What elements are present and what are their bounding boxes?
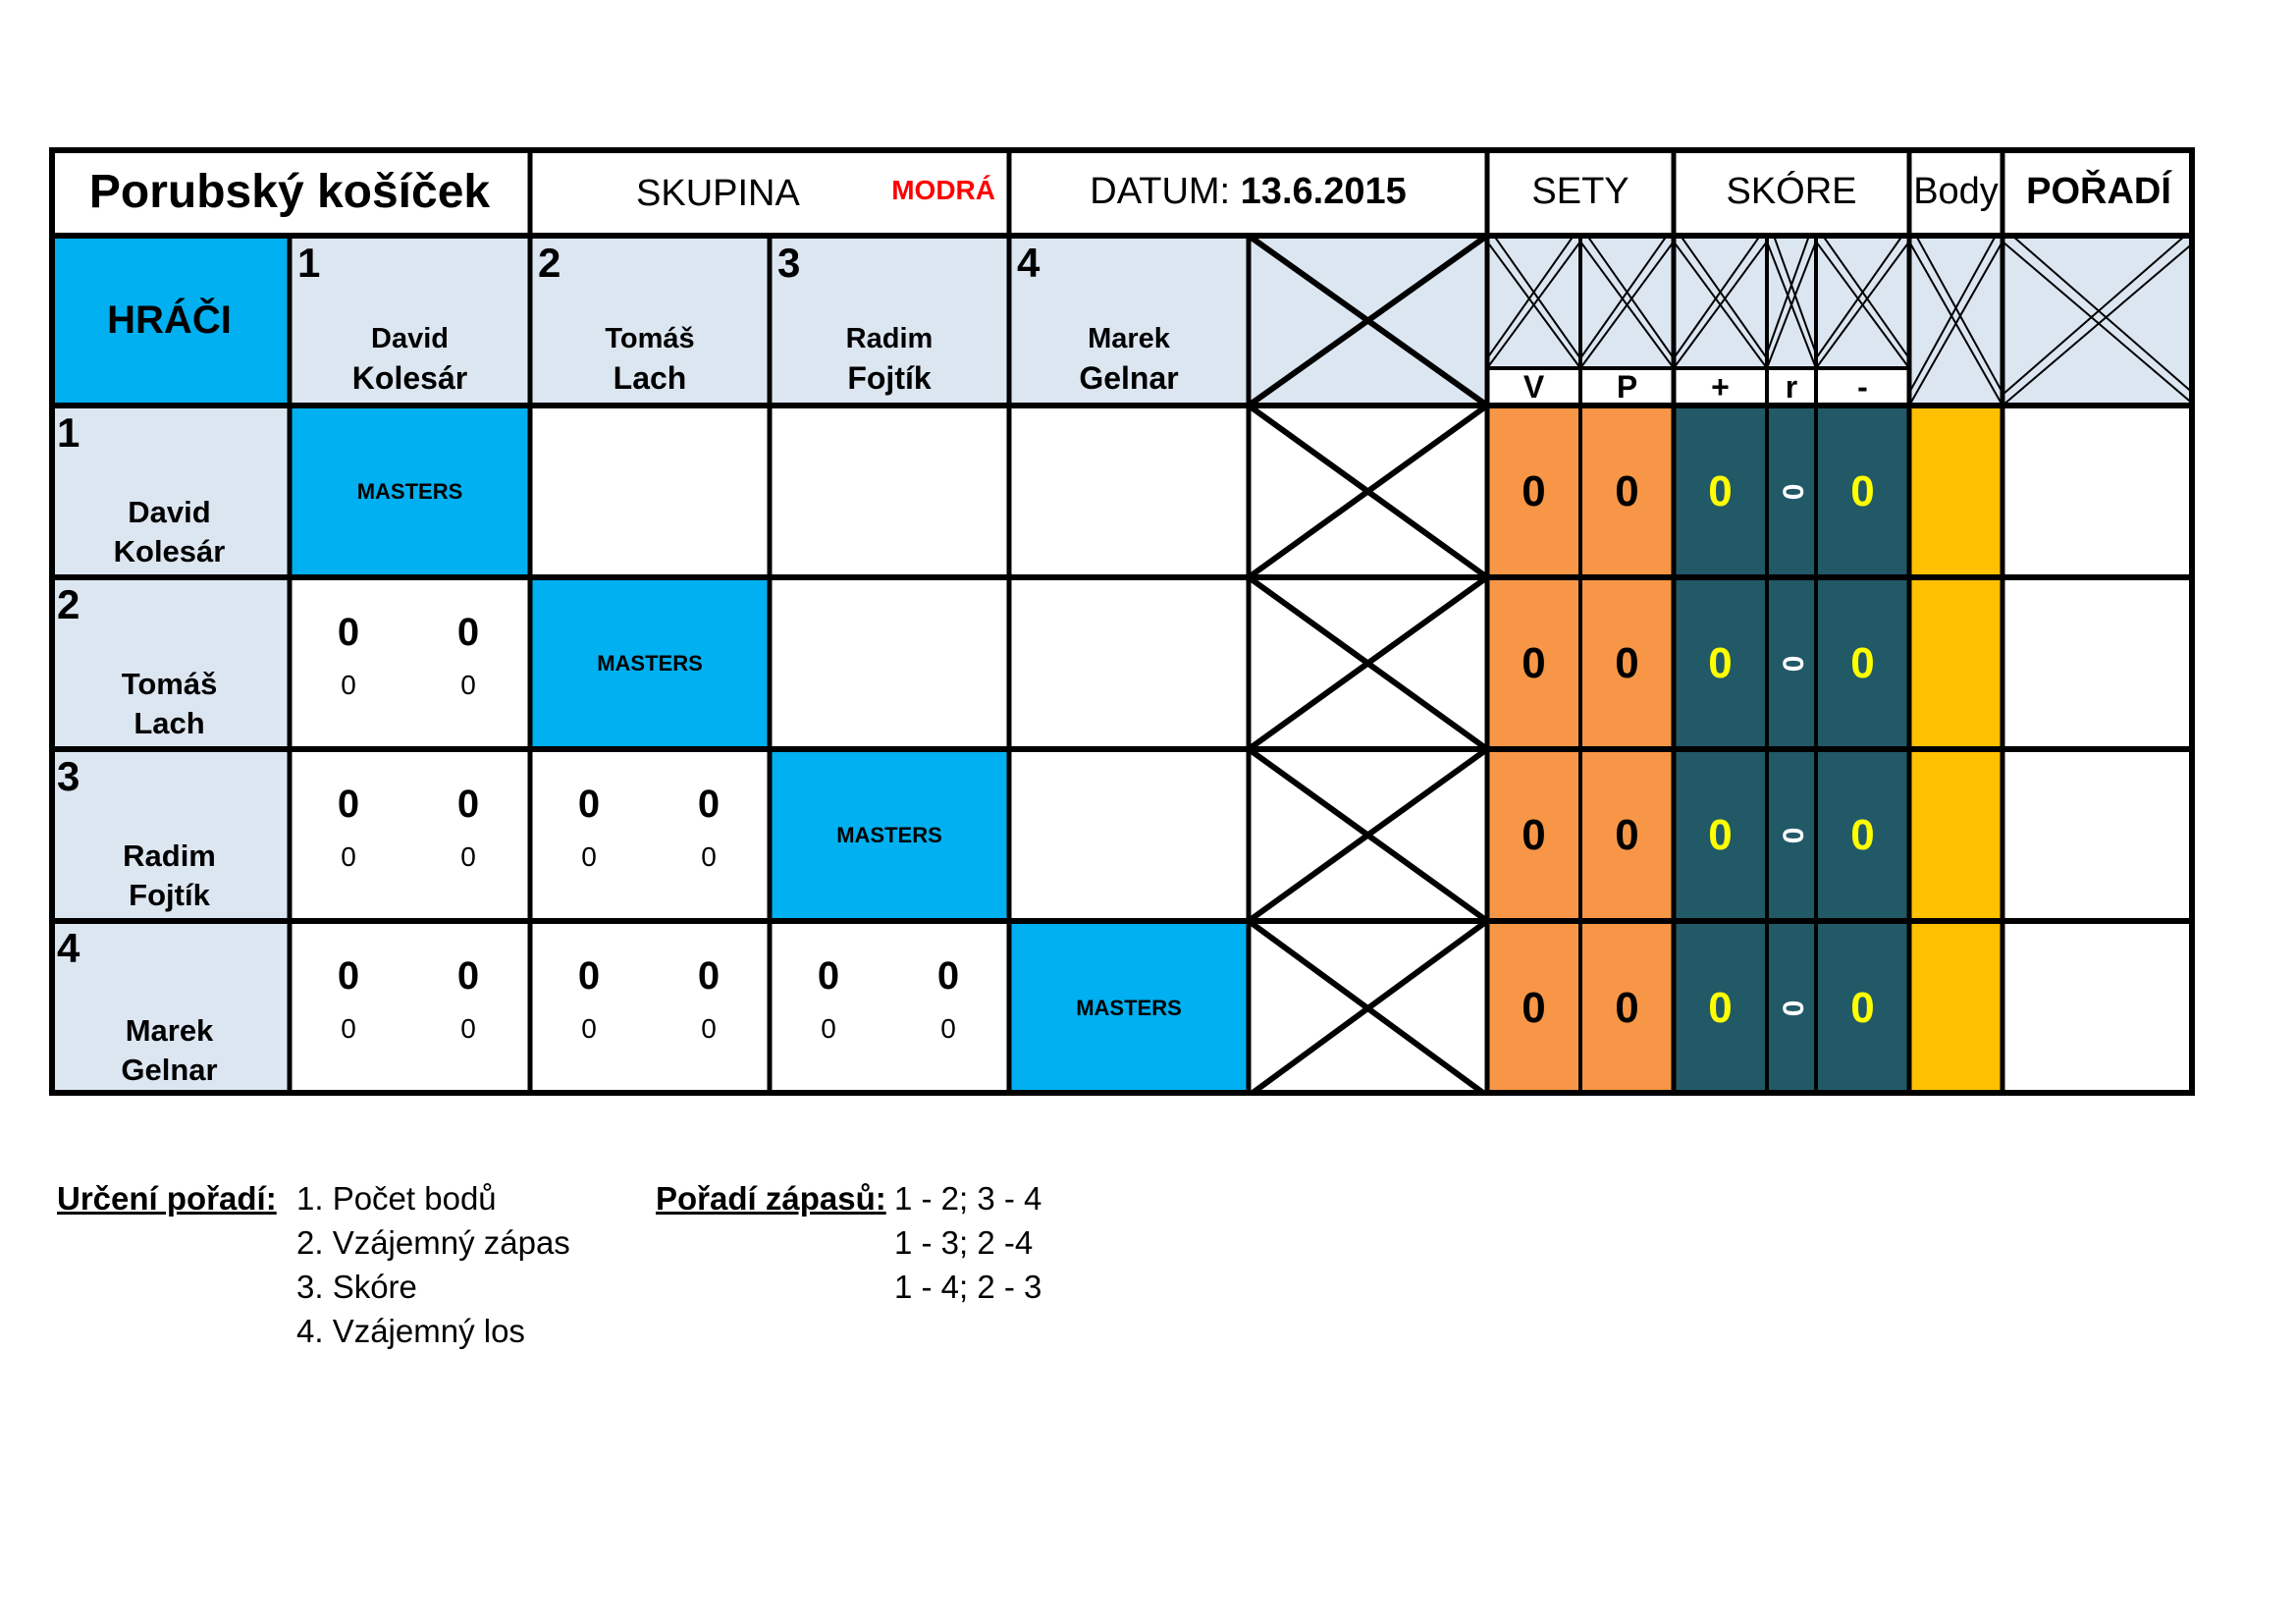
stat-losses-2: 0 bbox=[1615, 638, 1639, 687]
stat-score-plus-4: 0 bbox=[1708, 984, 1733, 1032]
result-sets-a: 0 bbox=[337, 611, 360, 654]
column-first-name-3: Radim bbox=[845, 323, 934, 354]
ranking-rules-list bbox=[296, 1176, 570, 1353]
column-first-name-4: Marek bbox=[1088, 323, 1170, 354]
result-sets-a: 0 bbox=[337, 783, 360, 826]
result-score-b: 0 bbox=[460, 1013, 476, 1044]
stat-wins-2: 0 bbox=[1522, 638, 1546, 687]
grid-lines bbox=[49, 147, 2195, 1096]
header-cross-marks bbox=[1487, 236, 2195, 406]
ranking-rules-label: Určení pořadí: bbox=[57, 1180, 277, 1217]
result-sets-b: 0 bbox=[697, 954, 721, 998]
stat-score-plus-3: 0 bbox=[1708, 810, 1733, 859]
result-score-a: 0 bbox=[581, 1013, 597, 1044]
match-order-list bbox=[894, 1176, 1041, 1309]
players-label: HRÁČI bbox=[49, 236, 290, 406]
stat-losses-4: 0 bbox=[1615, 984, 1639, 1032]
row-number-1: 1 bbox=[57, 409, 80, 456]
masters-cell-1: MASTERS bbox=[290, 406, 530, 577]
row-number-4: 4 bbox=[57, 925, 80, 971]
match-order-item: 1 - 3; 2 -4 bbox=[894, 1224, 1034, 1261]
stat-score-minus-4: 0 bbox=[1850, 984, 1875, 1032]
column-first-name-1: David bbox=[371, 323, 449, 354]
stat-wins-1: 0 bbox=[1522, 466, 1546, 515]
result-score-b: 0 bbox=[940, 1013, 956, 1044]
masters-cell-2: MASTERS bbox=[530, 577, 770, 749]
result-score-a: 0 bbox=[821, 1013, 836, 1044]
result-score-a: 0 bbox=[341, 1013, 356, 1044]
sub-label-p: P bbox=[1580, 368, 1674, 406]
stat-score-plus-2: 0 bbox=[1708, 638, 1733, 687]
masters-cell-3: MASTERS bbox=[770, 749, 1009, 921]
result-score-b: 0 bbox=[460, 670, 476, 700]
column-number-2: 2 bbox=[538, 240, 561, 286]
column-last-name-3: Fojtík bbox=[847, 360, 932, 396]
column-number-4: 4 bbox=[1017, 240, 1041, 286]
result-sets-b: 0 bbox=[936, 954, 960, 998]
column-number-1: 1 bbox=[297, 240, 321, 286]
result-sets-a: 0 bbox=[577, 954, 601, 998]
result-score-b: 0 bbox=[460, 841, 476, 872]
row-number-2: 2 bbox=[57, 581, 80, 627]
stat-score-diff-4: 0 bbox=[1776, 1000, 1808, 1017]
column-last-name-2: Lach bbox=[613, 360, 687, 396]
result-sets-a: 0 bbox=[337, 954, 360, 998]
tournament-title: Porubský košíček bbox=[88, 165, 491, 218]
result-sets-b: 0 bbox=[697, 783, 721, 826]
result-sets-a: 0 bbox=[577, 783, 601, 826]
group-table bbox=[49, 147, 2195, 1096]
ranking-rule: 2. Vzájemný zápas bbox=[296, 1224, 570, 1261]
column-last-name-4: Gelnar bbox=[1079, 360, 1179, 396]
date-value: 13.6.2015 bbox=[1240, 170, 1407, 212]
stat-wins-3: 0 bbox=[1522, 810, 1546, 859]
row-last-name-4: Gelnar bbox=[121, 1053, 218, 1087]
column-last-name-1: Kolesár bbox=[351, 360, 468, 396]
cross-marks-column bbox=[1249, 236, 1487, 1096]
column-number-3: 3 bbox=[777, 240, 801, 286]
row-first-name-4: Marek bbox=[125, 1013, 214, 1048]
sub-label-minus: - bbox=[1816, 368, 1909, 406]
stat-score-diff-1: 0 bbox=[1776, 483, 1808, 500]
masters-cell-4: MASTERS bbox=[1009, 921, 1249, 1096]
result-sets-a: 0 bbox=[817, 954, 840, 998]
row-last-name-3: Fojtík bbox=[129, 878, 210, 912]
ranking-rule: 4. Vzájemný los bbox=[296, 1313, 525, 1349]
stat-losses-3: 0 bbox=[1615, 810, 1639, 859]
sub-label-r: r bbox=[1767, 368, 1816, 406]
match-order-item: 1 - 2; 3 - 4 bbox=[894, 1180, 1042, 1217]
stat-wins-4: 0 bbox=[1522, 984, 1546, 1032]
score-header: SKÓRE bbox=[1726, 170, 1857, 212]
row-first-name-2: Tomáš bbox=[121, 667, 218, 701]
match-order-item: 1 - 4; 2 - 3 bbox=[894, 1269, 1042, 1305]
stat-score-plus-1: 0 bbox=[1708, 466, 1733, 515]
result-sets-b: 0 bbox=[456, 611, 480, 654]
ranking-rule: 3. Skóre bbox=[296, 1269, 417, 1305]
group-label: SKUPINA bbox=[636, 173, 800, 214]
result-score-a: 0 bbox=[341, 670, 356, 700]
row-first-name-1: David bbox=[128, 495, 211, 529]
column-first-name-2: Tomáš bbox=[605, 323, 695, 354]
row-number-3: 3 bbox=[57, 753, 80, 799]
ranking-rule: 1. Počet bodů bbox=[296, 1180, 497, 1217]
row-first-name-3: Radim bbox=[123, 839, 216, 873]
sets-header: SETY bbox=[1531, 170, 1629, 212]
result-score-a: 0 bbox=[581, 841, 597, 872]
result-sets-b: 0 bbox=[456, 954, 480, 998]
result-sets-b: 0 bbox=[456, 783, 480, 826]
group-value: MODRÁ bbox=[891, 175, 995, 205]
rank-header: POŘADÍ bbox=[2026, 170, 2171, 212]
result-score-b: 0 bbox=[701, 1013, 717, 1044]
match-order-label: Pořadí zápasů: bbox=[656, 1180, 886, 1217]
stat-score-minus-1: 0 bbox=[1850, 466, 1875, 515]
stat-score-diff-3: 0 bbox=[1776, 827, 1808, 843]
result-score-b: 0 bbox=[701, 841, 717, 872]
result-score-a: 0 bbox=[341, 841, 356, 872]
sub-label-v: V bbox=[1487, 368, 1580, 406]
row-last-name-1: Kolesár bbox=[113, 534, 226, 568]
points-header: Body bbox=[1913, 170, 1999, 212]
stat-losses-1: 0 bbox=[1615, 466, 1639, 515]
stat-score-minus-2: 0 bbox=[1850, 638, 1875, 687]
stat-score-minus-3: 0 bbox=[1850, 810, 1875, 859]
stat-score-diff-2: 0 bbox=[1776, 655, 1808, 672]
row-last-name-2: Lach bbox=[133, 706, 205, 740]
sub-label-plus: + bbox=[1674, 368, 1767, 406]
date-label: DATUM: bbox=[1090, 170, 1231, 212]
